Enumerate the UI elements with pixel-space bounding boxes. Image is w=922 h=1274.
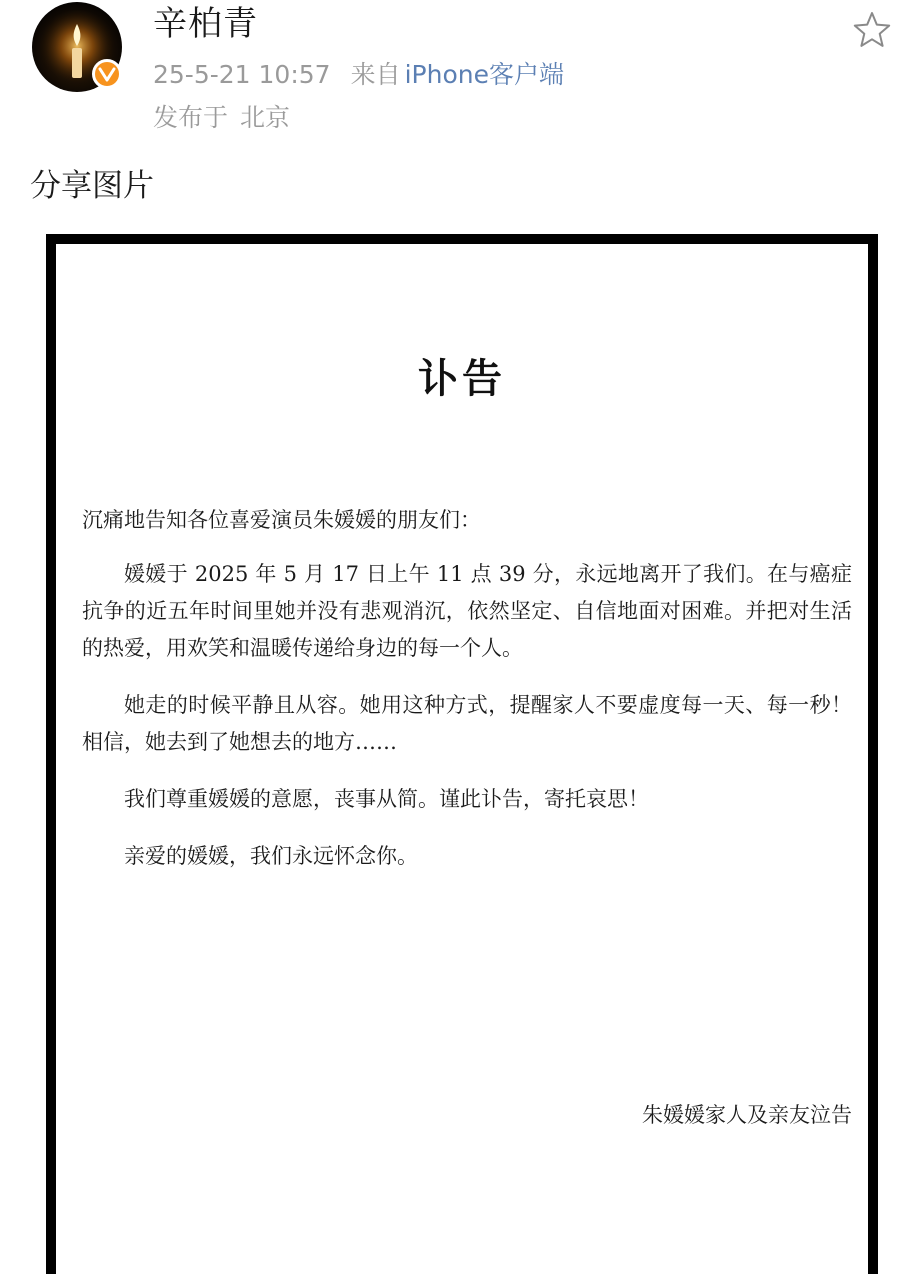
obituary-document xyxy=(56,244,868,1274)
obituary-title: 讣告 xyxy=(418,356,506,402)
location-city: 北京 xyxy=(240,103,291,132)
post-timestamp: 25-5-21 10:57 xyxy=(153,60,331,89)
obituary-greeting: 沉痛地告知各位喜爱演员朱媛媛的朋友们： xyxy=(82,508,481,532)
obituary-paragraph: 她走的时候平静且从容。她用这种方式，提醒家人不要虚度每一天、每一秒！相信，她去到了她想去的地方…… xyxy=(82,693,852,754)
source-prefix: 来自 xyxy=(350,60,401,89)
location-prefix: 发布于 xyxy=(153,103,229,132)
star-outline-icon xyxy=(852,10,892,50)
post-text: 分享图片 xyxy=(30,168,154,204)
verified-v-badge-icon xyxy=(98,66,116,82)
shared-image[interactable] xyxy=(46,234,878,1274)
author-name[interactable]: 辛柏青 xyxy=(153,4,258,44)
verified-badge xyxy=(92,59,122,89)
obituary-paragraph: 亲爱的媛媛，我们永远怀念你。 xyxy=(124,844,418,868)
post-location xyxy=(153,101,290,135)
obituary-signature: 朱媛媛家人及亲友泣告 xyxy=(642,1103,852,1127)
source-client-link[interactable]: iPhone客户端 xyxy=(404,60,564,89)
obituary-paragraph: 我们尊重媛媛的意愿，丧事从简。谨此讣告，寄托哀思！ xyxy=(124,787,649,811)
post-meta xyxy=(153,58,564,92)
obituary-body xyxy=(82,504,852,895)
obituary-paragraph: 媛媛于 2025 年 5 月 17 日上午 11 点 39 分，永远地离开了我们。在与癌症抗争的近五年时间里她并没有悲观消沉，依然坚定、自信地面对困难。并把对生活的热爱，用欢笑和温暖传递给身边的每一个人。 xyxy=(82,562,852,660)
favorite-button[interactable] xyxy=(852,10,892,50)
